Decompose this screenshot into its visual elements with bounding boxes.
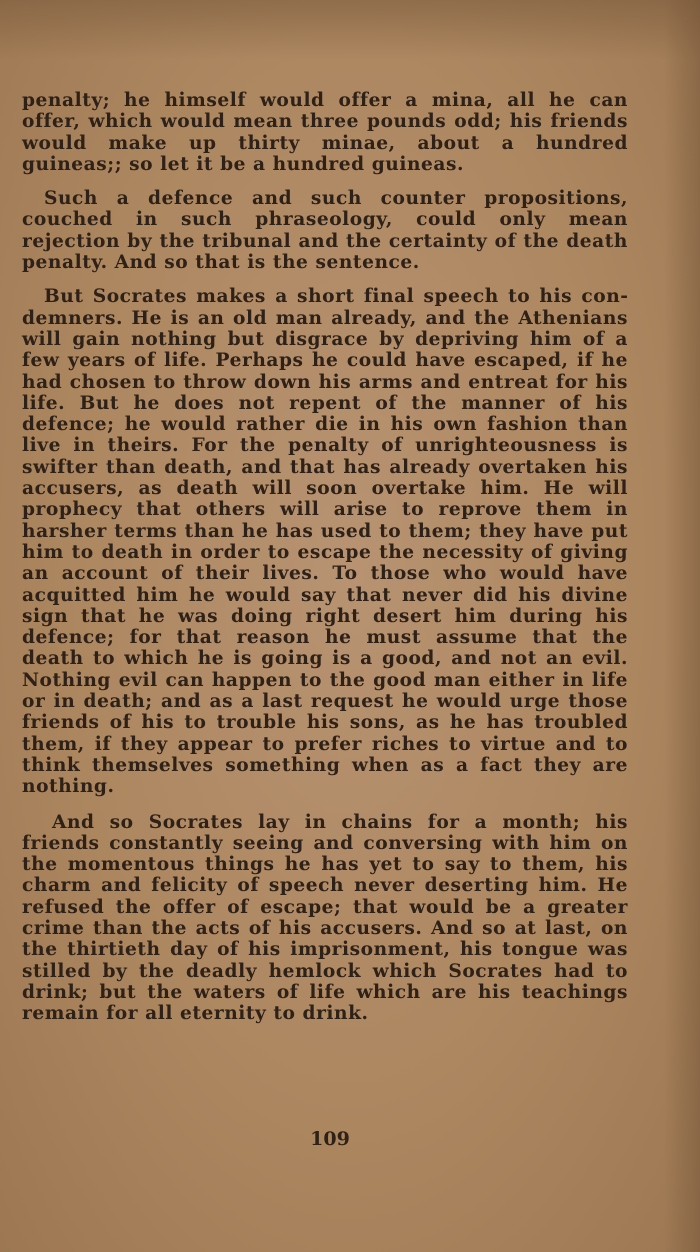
page-body-text [22,90,628,1024]
page-right-shadow [664,0,700,1252]
page-top-shadow [0,0,700,60]
paragraph-1: penalty; he himself would offer a mina, all he can offer, which would mean three pounds odd; his friends would make up thirty minae, about a hundred guineas;; so let it be a hundred guineas. [22,90,628,175]
page-number: 109 [310,1128,350,1150]
paragraph-4: And so Socrates lay in chains for a month; his friends constantly seeing and conversing with him on the momentous things he has yet to say to them, his charm and felicity of speech never deserting him. He refused the offer of escape; that would be a greater crime than the acts of his accusers. And so at last, on the thirtieth day of his imprisonment, his tongue was stilled by the deadly hemlock which Socrates had to drink; but the waters of life which are his teachings remain for all eternity to drink. [22,811,628,1025]
paragraph-3: But Socrates makes a short final speech to his condemners. He is an old man already, and the Athenians will gain nothing but disgrace by depriving him of a few years of life. Perhaps he could have escaped, if he had chosen to throw down his arms and entreat for his life. But he does not repent of the manner of his defence; he would rather die in his own fashion than live in theirs. For the penalty of unrighteousness is swifter than death, and that has already overtaken his accusers, as death will soon overtake him. He will prophecy that others will arise to reprove them in harsher terms than he has used to them; they have put him to death in order to escape the necessity of giving an account of their lives. To those who would have acquitted him he would say that never did his divine sign that he was doing right desert him during his defence; for that reason he must assume that the death to which he is going is a good, and not an evil. Nothing evil can happen to the good man either in life or in death; and as a last request he would urge those friends of his to trouble his sons, as he has troubled them, if they appear to prefer riches to virtue and to think themselves something when as a fact they are nothing. [22,286,628,798]
paragraph-2: Such a defence and such counter propositions, couched in such phraseology, could only mean rejection by the tribunal and the certainty of the death penalty. And so that is the sentence. [22,188,628,274]
